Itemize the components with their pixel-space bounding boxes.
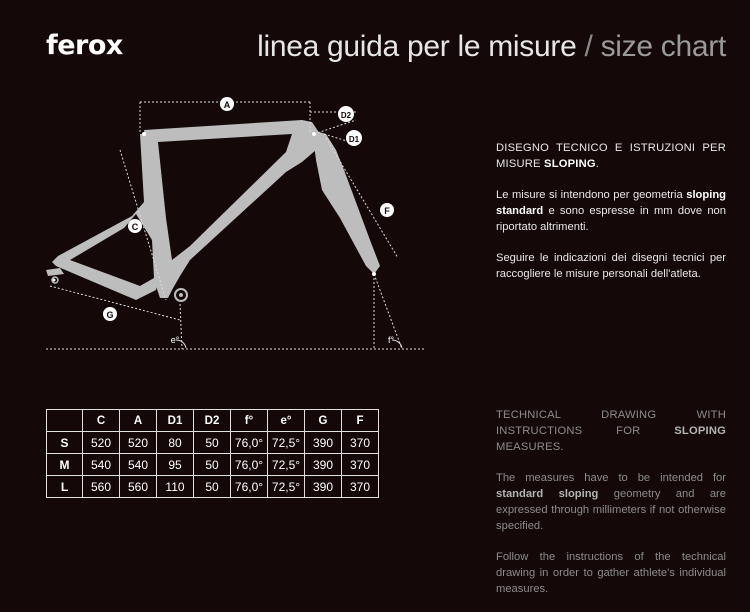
table-header-cell: e°: [268, 410, 305, 432]
svg-text:G: G: [106, 310, 114, 320]
title-english: size chart: [600, 30, 726, 63]
table-header-cell: G: [305, 410, 342, 432]
table-cell: 540: [83, 454, 120, 476]
table-header-cell: f°: [231, 410, 268, 432]
page-title: [257, 30, 726, 64]
title-italian: linea guida per le misure: [257, 30, 577, 63]
table-cell: 50: [194, 432, 231, 454]
table-cell: 110: [157, 476, 194, 498]
size-label: L: [47, 476, 83, 498]
table-row: [47, 432, 379, 454]
frame-technical-drawing: [40, 90, 430, 360]
svg-text:F: F: [384, 206, 390, 216]
size-table: [46, 409, 379, 498]
en-paragraph-2: The measures have to be intended for standard sloping geometry and are expressed through millimeters if not otherwise specified.: [496, 472, 726, 532]
frame-triangle-cutout: [158, 134, 292, 260]
label-e-angle: e°: [170, 335, 180, 345]
svg-text:D1: D1: [348, 135, 360, 144]
svg-text:A: A: [223, 100, 231, 110]
table-header-cell: D2: [194, 410, 231, 432]
label-D2: [338, 106, 354, 122]
table-cell: 370: [342, 432, 379, 454]
table-cell: 390: [305, 454, 342, 476]
size-label: M: [47, 454, 83, 476]
table-cell: 50: [194, 476, 231, 498]
svg-text:C: C: [131, 222, 139, 232]
table-header-cell: A: [120, 410, 157, 432]
table-cell: 370: [342, 476, 379, 498]
label-F: [380, 203, 394, 217]
table-cell: 72,5°: [268, 432, 305, 454]
svg-text:D2: D2: [340, 111, 352, 120]
table-cell: 540: [120, 454, 157, 476]
en-paragraph-1: TECHNICAL DRAWING WITH INSTRUCTIONS FOR SLOPING MEASURES.: [496, 409, 726, 453]
label-C: [128, 219, 142, 233]
table-cell: 560: [120, 476, 157, 498]
table-cell: 390: [305, 432, 342, 454]
table-cell: 520: [120, 432, 157, 454]
table-cell: 50: [194, 454, 231, 476]
it-paragraph-2: Le misure si intendono per geometria sloping standard e sono espresse in mm dove non riportato altrimenti.: [496, 189, 726, 233]
table-cell: 80: [157, 432, 194, 454]
brand-logo: ferox: [46, 30, 123, 61]
table-cell: 76,0°: [231, 454, 268, 476]
table-cell: 95: [157, 454, 194, 476]
label-f-angle: f°: [387, 335, 395, 345]
table-header-cell: D1: [157, 410, 194, 432]
table-cell: 72,5°: [268, 476, 305, 498]
table-corner-cell: [47, 410, 83, 432]
label-D1: [346, 130, 362, 146]
label-A: [220, 97, 234, 111]
english-description: [496, 407, 726, 612]
title-separator: /: [584, 30, 593, 63]
table-header-cell: C: [83, 410, 120, 432]
italian-description: [496, 140, 726, 297]
table-cell: 76,0°: [231, 476, 268, 498]
en-paragraph-3: Follow the instructions of the technical drawing in order to gather athlete's individual measures.: [496, 551, 726, 595]
table-cell: 370: [342, 454, 379, 476]
table-row: [47, 454, 379, 476]
table-row: [47, 476, 379, 498]
label-G: [103, 307, 117, 321]
it-paragraph-1: DISEGNO TECNICO E ISTRUZIONI PER MISURE SLOPING.: [496, 142, 726, 170]
size-label: S: [47, 432, 83, 454]
table-cell: 520: [83, 432, 120, 454]
table-cell: 390: [305, 476, 342, 498]
table-cell: 72,5°: [268, 454, 305, 476]
it-paragraph-3: Seguire le indicazioni dei disegni tecnici per raccogliere le misure personali dell'atleta.: [496, 252, 726, 280]
table-header-row: [47, 410, 379, 432]
table-cell: 560: [83, 476, 120, 498]
table-header-cell: F: [342, 410, 379, 432]
table-cell: 76,0°: [231, 432, 268, 454]
